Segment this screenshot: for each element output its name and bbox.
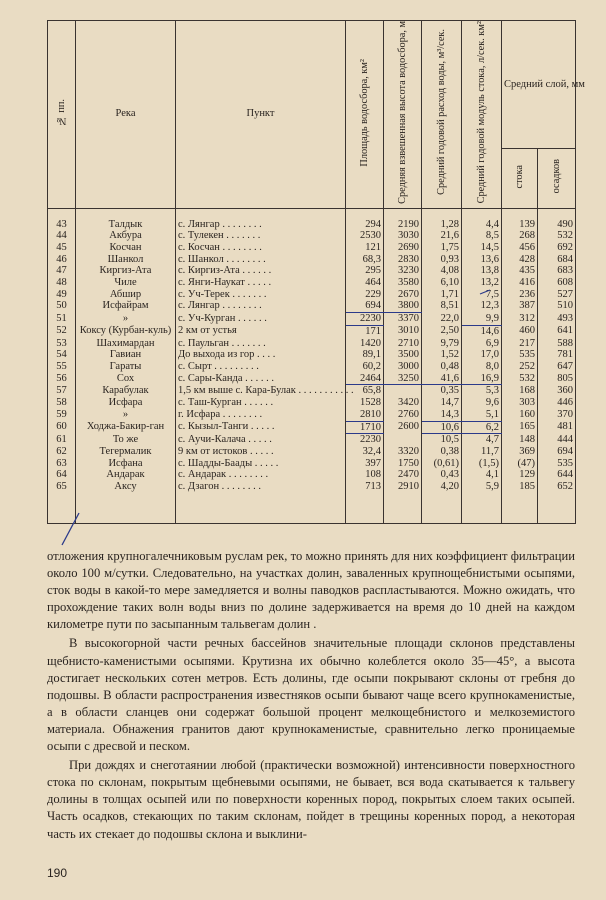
cell-mod: 11,7 — [462, 446, 502, 458]
cell-point: с. Киргиз-Ата . . . . . . — [176, 265, 346, 277]
table-row — [48, 409, 576, 421]
cell-point: с. Сырт . . . . . . . . . — [176, 361, 346, 373]
cell-area: 171 — [346, 325, 384, 337]
cell-river: Акбура — [76, 230, 176, 242]
cell-flow: 6,10 — [422, 277, 462, 289]
header-num: № пп. — [48, 21, 76, 209]
cell-runoff: 369 — [502, 446, 538, 458]
cell-precip: 588 — [538, 338, 576, 350]
cell-n: 50 — [48, 300, 76, 312]
cell-height — [384, 385, 422, 397]
cell-point: с. Дзагон . . . . . . . . — [176, 481, 346, 523]
table-row — [48, 385, 576, 397]
cell-mod: 4,4 — [462, 208, 502, 230]
cell-mod: 14,5 — [462, 242, 502, 254]
cell-flow: 2,50 — [422, 325, 462, 337]
cell-precip: 647 — [538, 361, 576, 373]
cell-height: 2760 — [384, 409, 422, 421]
cell-n: 62 — [48, 446, 76, 458]
cell-river: Гавиан — [76, 349, 176, 361]
cell-point: г. Исфара . . . . . . . . — [176, 409, 346, 421]
header-area: Площадь водосбора, км² — [346, 21, 384, 209]
cell-point: 2 км от устья — [176, 325, 346, 337]
paragraph-1: отложения крупногалечниковым руслам рек, то можно принять для них коэффициент фильтрации около 100 м/сутки. Следовательно, на участках долин, заваленных крупнощебнистыми осыпями, сток воды в какой-то мере замедляется и волны паводков распластываются. Можно ожидать, что прохождение таких волн воды вниз по долине задерживается на время до 10 дней на каждом километре пути по засыпанным тальвегам долин . — [47, 549, 575, 632]
cell-height: 3420 — [384, 397, 422, 409]
cell-area: 65,8 — [346, 385, 384, 397]
cell-precip: 535 — [538, 458, 576, 470]
cell-runoff: 236 — [502, 289, 538, 301]
cell-height: 3010 — [384, 325, 422, 337]
cell-mod: (1,5) — [462, 458, 502, 470]
cell-runoff: 428 — [502, 254, 538, 266]
cell-precip: 781 — [538, 349, 576, 361]
table-row — [48, 265, 576, 277]
cell-point: с. Уч-Терек . . . . . . . — [176, 289, 346, 301]
cell-height: 3230 — [384, 265, 422, 277]
paragraph-3: При дождях и снеготаянии любой (практически возможной) интенсивности поверхностного стока по склонам, покрытым щебневыми осыпями, не бывает, вся вода скатывается к тальвегу долины в толщах осыпей или по поверхности коренных пород, покрытых слоем таких осыпей. Часть осадков, стекающих по таким склонам, пойдет в трещины коренных пород, а некоторая часть их стекает до подошвы склона и выклини- — [47, 758, 575, 841]
hydrology-table — [47, 20, 585, 524]
cell-runoff: 303 — [502, 397, 538, 409]
cell-river: Шахимардан — [76, 338, 176, 350]
cell-height: 2710 — [384, 338, 422, 350]
cell-runoff: 456 — [502, 242, 538, 254]
table-row — [48, 325, 576, 337]
cell-area: 2230 — [346, 434, 384, 446]
cell-precip: 694 — [538, 446, 576, 458]
cell-runoff: 387 — [502, 300, 538, 312]
cell-area: 32,4 — [346, 446, 384, 458]
table-row — [48, 289, 576, 301]
cell-area: 2530 — [346, 230, 384, 242]
cell-point: с. Лянгар . . . . . . . . — [176, 208, 346, 230]
cell-precip: 444 — [538, 434, 576, 446]
table-row — [48, 469, 576, 481]
cell-flow: 0,35 — [422, 385, 462, 397]
cell-height: 3500 — [384, 349, 422, 361]
cell-flow: 4,08 — [422, 265, 462, 277]
cell-point: с. Андарак . . . . . . . . — [176, 469, 346, 481]
cell-height: 2190 — [384, 208, 422, 230]
cell-flow: 1,75 — [422, 242, 462, 254]
cell-runoff: 535 — [502, 349, 538, 361]
cell-runoff: 435 — [502, 265, 538, 277]
cell-river: Исфайрам — [76, 300, 176, 312]
cell-mod: 8,5 — [462, 230, 502, 242]
cell-n: 51 — [48, 313, 76, 326]
cell-river: Чиле — [76, 277, 176, 289]
cell-flow: 1,52 — [422, 349, 462, 361]
cell-mod: 4,7 — [462, 434, 502, 446]
cell-flow: 14,7 — [422, 397, 462, 409]
cell-height: 3030 — [384, 230, 422, 242]
cell-precip: 805 — [538, 373, 576, 385]
paragraph-2: В высокогорной части речных бассейнов значительные площади склонов представлены щебнисто-каменистыми осыпями. Крутизна их обычно колеблется около 35—45°, а высота достигает нескольких сотен метров. Есть долины, где осыпи покрывают склоны от гребня до подошвы. В области распространения известняков осыпи бывают чаще всего крупнокаменистые, а в области сланцев они содержат большой процент мелкощебнистого и мелкоземистого материала. Обнажения гранитов дают крупнокаменистые, сравнительно легко проницаемые осыпи с дресвой и песком. — [47, 636, 575, 754]
header-flow: Средний годовой расход воды, м³/сек. — [422, 21, 462, 209]
cell-river: Гараты — [76, 361, 176, 373]
cell-river: » — [76, 409, 176, 421]
table-row — [48, 242, 576, 254]
cell-mod: 7,5 — [462, 289, 502, 301]
cell-flow: 22,0 — [422, 313, 462, 326]
header-modulus: Средний годовой модуль стока, л/сек. км² — [462, 21, 502, 209]
cell-mod: 13,6 — [462, 254, 502, 266]
cell-area: 1528 — [346, 397, 384, 409]
cell-n: 53 — [48, 338, 76, 350]
cell-flow: 0,48 — [422, 361, 462, 373]
table-row — [48, 277, 576, 289]
table-row — [48, 421, 576, 434]
cell-area: 2464 — [346, 373, 384, 385]
cell-flow: 0,38 — [422, 446, 462, 458]
header-precip: осадков — [538, 148, 576, 208]
cell-river: Карабулак — [76, 385, 176, 397]
cell-river: Косчан — [76, 242, 176, 254]
cell-river: Тегермалик — [76, 446, 176, 458]
cell-mod: 5,9 — [462, 481, 502, 523]
cell-height: 3250 — [384, 373, 422, 385]
cell-precip: 532 — [538, 230, 576, 242]
cell-point: с. Таш-Курган . . . . . . — [176, 397, 346, 409]
cell-height: 3320 — [384, 446, 422, 458]
cell-precip: 490 — [538, 208, 576, 230]
cell-n: 57 — [48, 385, 76, 397]
cell-height: 3580 — [384, 277, 422, 289]
cell-n: 60 — [48, 421, 76, 434]
cell-flow: 0,93 — [422, 254, 462, 266]
cell-flow: 14,3 — [422, 409, 462, 421]
cell-mod: 12,3 — [462, 300, 502, 312]
header-layer: Средний слой, мм — [502, 21, 576, 149]
cell-height: 2600 — [384, 421, 422, 434]
cell-river: Исфана — [76, 458, 176, 470]
cell-flow: 10,6 — [422, 421, 462, 434]
cell-n: 64 — [48, 469, 76, 481]
cell-mod: 5,1 — [462, 409, 502, 421]
cell-point: с. Янги-Наукат . . . . . — [176, 277, 346, 289]
cell-point: с. Косчан . . . . . . . . — [176, 242, 346, 254]
cell-precip: 481 — [538, 421, 576, 434]
cell-flow: (0,61) — [422, 458, 462, 470]
cell-area: 68,3 — [346, 254, 384, 266]
cell-area: 294 — [346, 208, 384, 230]
cell-mod: 17,0 — [462, 349, 502, 361]
cell-mod: 16,9 — [462, 373, 502, 385]
cell-river: Коксу (Курбан-куль) — [76, 325, 176, 337]
cell-runoff: 416 — [502, 277, 538, 289]
cell-precip: 370 — [538, 409, 576, 421]
cell-mod: 8,0 — [462, 361, 502, 373]
cell-point: До выхода из гор . . . . — [176, 349, 346, 361]
cell-runoff: 252 — [502, 361, 538, 373]
cell-area: 464 — [346, 277, 384, 289]
cell-n: 59 — [48, 409, 76, 421]
page-number: 190 — [47, 866, 68, 880]
cell-river: Шанкол — [76, 254, 176, 266]
cell-area: 60,2 — [346, 361, 384, 373]
cell-mod: 9,9 — [462, 313, 502, 326]
cell-runoff: (47) — [502, 458, 538, 470]
table-row — [48, 446, 576, 458]
cell-precip: 360 — [538, 385, 576, 397]
table-row — [48, 481, 576, 523]
cell-area: 1710 — [346, 421, 384, 434]
cell-mod: 6,2 — [462, 421, 502, 434]
cell-area: 397 — [346, 458, 384, 470]
table-row — [48, 373, 576, 385]
cell-height: 2830 — [384, 254, 422, 266]
cell-height: 3000 — [384, 361, 422, 373]
table-row — [48, 434, 576, 446]
cell-n: 47 — [48, 265, 76, 277]
cell-n: 49 — [48, 289, 76, 301]
cell-n: 46 — [48, 254, 76, 266]
cell-mod: 9,6 — [462, 397, 502, 409]
cell-river: Киргиз-Ата — [76, 265, 176, 277]
cell-precip: 652 — [538, 481, 576, 523]
cell-flow: 1,71 — [422, 289, 462, 301]
table-row — [48, 349, 576, 361]
cell-area: 229 — [346, 289, 384, 301]
table-row — [48, 313, 576, 326]
table-row — [48, 458, 576, 470]
body-text — [47, 548, 575, 845]
cell-mod: 6,9 — [462, 338, 502, 350]
cell-point: с. Кызыл-Танги . . . . . — [176, 421, 346, 434]
cell-area: 121 — [346, 242, 384, 254]
table-row — [48, 397, 576, 409]
cell-mod: 4,1 — [462, 469, 502, 481]
cell-runoff: 129 — [502, 469, 538, 481]
cell-river: Ходжа-Бакир-ган — [76, 421, 176, 434]
cell-mod: 13,8 — [462, 265, 502, 277]
cell-runoff: 165 — [502, 421, 538, 434]
cell-n: 52 — [48, 325, 76, 337]
cell-n: 44 — [48, 230, 76, 242]
cell-runoff: 217 — [502, 338, 538, 350]
cell-height: 3800 — [384, 300, 422, 312]
cell-point: с. Шанкол . . . . . . . . — [176, 254, 346, 266]
cell-precip: 692 — [538, 242, 576, 254]
cell-point: с. Шадды-Баады . . . . . — [176, 458, 346, 470]
cell-precip: 644 — [538, 469, 576, 481]
cell-runoff: 268 — [502, 230, 538, 242]
cell-n: 65 — [48, 481, 76, 523]
cell-river: Абшир — [76, 289, 176, 301]
cell-area: 295 — [346, 265, 384, 277]
cell-precip: 683 — [538, 265, 576, 277]
cell-point: 9 км от истоков . . . . . — [176, 446, 346, 458]
cell-height: 2690 — [384, 242, 422, 254]
cell-flow: 9,79 — [422, 338, 462, 350]
cell-runoff: 168 — [502, 385, 538, 397]
cell-point: с. Уч-Курган . . . . . . — [176, 313, 346, 326]
table-row — [48, 300, 576, 312]
cell-n: 43 — [48, 208, 76, 230]
header-point: Пункт — [176, 21, 346, 209]
cell-runoff: 139 — [502, 208, 538, 230]
cell-height: 2470 — [384, 469, 422, 481]
cell-flow: 8,51 — [422, 300, 462, 312]
cell-flow: 41,6 — [422, 373, 462, 385]
cell-runoff: 148 — [502, 434, 538, 446]
header-runoff: стока — [502, 148, 538, 208]
cell-river: » — [76, 313, 176, 326]
cell-n: 48 — [48, 277, 76, 289]
cell-area: 694 — [346, 300, 384, 312]
cell-height: 2670 — [384, 289, 422, 301]
cell-area: 108 — [346, 469, 384, 481]
cell-runoff: 460 — [502, 325, 538, 337]
table-row — [48, 338, 576, 350]
cell-point: с. Аучи-Калача . . . . . — [176, 434, 346, 446]
table-row — [48, 208, 576, 230]
cell-river: То же — [76, 434, 176, 446]
cell-runoff: 160 — [502, 409, 538, 421]
cell-area: 2230 — [346, 313, 384, 326]
cell-mod: 14,6 — [462, 325, 502, 337]
cell-river: Андарак — [76, 469, 176, 481]
cell-flow: 21,6 — [422, 230, 462, 242]
header-river: Река — [76, 21, 176, 209]
cell-area: 713 — [346, 481, 384, 523]
cell-mod: 13,2 — [462, 277, 502, 289]
cell-precip: 510 — [538, 300, 576, 312]
cell-flow: 1,28 — [422, 208, 462, 230]
cell-point: с. Лянгар . . . . . . . . — [176, 300, 346, 312]
cell-river: Сох — [76, 373, 176, 385]
cell-flow: 10,5 — [422, 434, 462, 446]
cell-flow: 0,43 — [422, 469, 462, 481]
cell-n: 54 — [48, 349, 76, 361]
cell-area: 89,1 — [346, 349, 384, 361]
cell-precip: 446 — [538, 397, 576, 409]
cell-n: 58 — [48, 397, 76, 409]
cell-runoff: 312 — [502, 313, 538, 326]
table-row — [48, 254, 576, 266]
cell-n: 61 — [48, 434, 76, 446]
cell-river: Исфара — [76, 397, 176, 409]
cell-runoff: 185 — [502, 481, 538, 523]
cell-n: 55 — [48, 361, 76, 373]
cell-n: 63 — [48, 458, 76, 470]
cell-precip: 684 — [538, 254, 576, 266]
cell-precip: 608 — [538, 277, 576, 289]
cell-area: 2810 — [346, 409, 384, 421]
cell-point: с. Тулекен . . . . . . . — [176, 230, 346, 242]
cell-river: Аксу — [76, 481, 176, 523]
cell-precip: 527 — [538, 289, 576, 301]
cell-height: 1750 — [384, 458, 422, 470]
cell-precip: 641 — [538, 325, 576, 337]
cell-river: Талдык — [76, 208, 176, 230]
table-row — [48, 361, 576, 373]
cell-mod: 5,3 — [462, 385, 502, 397]
header-height: Средняя взвешенная высота водосбора, м — [384, 21, 422, 209]
cell-height: 3370 — [384, 313, 422, 326]
cell-runoff: 532 — [502, 373, 538, 385]
cell-n: 56 — [48, 373, 76, 385]
cell-flow: 4,20 — [422, 481, 462, 523]
cell-height — [384, 434, 422, 446]
table-row — [48, 230, 576, 242]
cell-point: с. Сары-Канда . . . . . . — [176, 373, 346, 385]
cell-n: 45 — [48, 242, 76, 254]
cell-height: 2910 — [384, 481, 422, 523]
cell-point: с. Паульган . . . . . . . — [176, 338, 346, 350]
cell-point: 1,5 км выше с. Кара-Булак . . . . . . . . . . . — [176, 385, 346, 397]
cell-precip: 493 — [538, 313, 576, 326]
cell-area: 1420 — [346, 338, 384, 350]
